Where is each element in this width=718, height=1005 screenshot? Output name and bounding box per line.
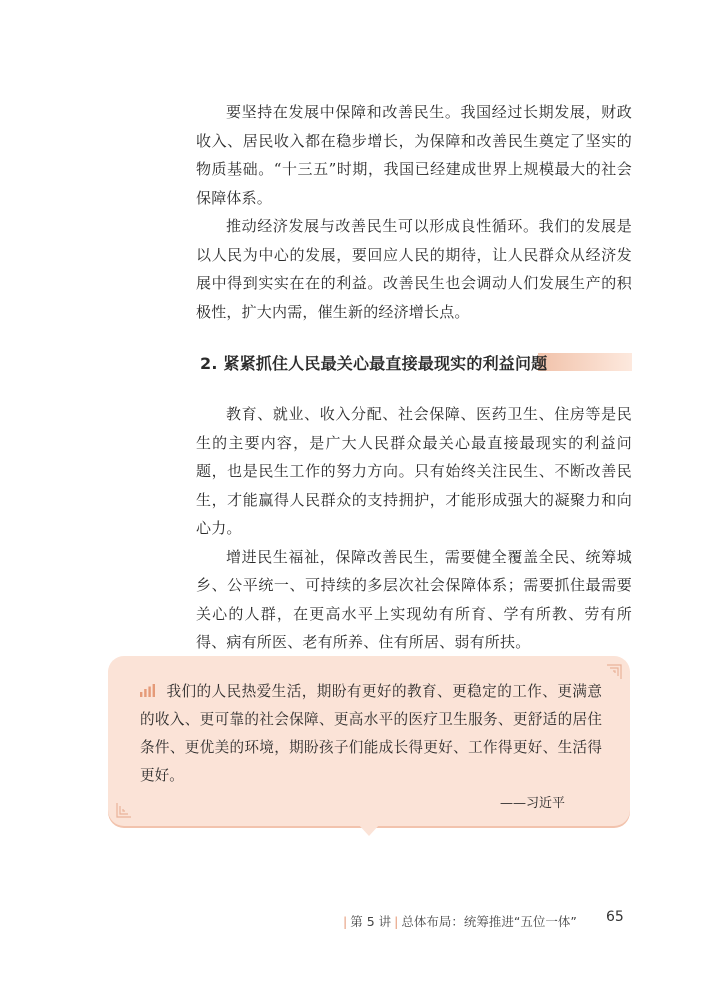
section-heading — [200, 350, 632, 376]
heading-accent-bar — [538, 353, 632, 371]
section-two-text — [196, 400, 632, 657]
paragraph: 要坚持在发展中保障和改善民生。我国经过长期发展，财政收入、居民收入都在稳步增长，为保障和改善民生奠定了坚实的物质基础。“十三五”时期，我国已经建成世界上规模最大的社会保障体系。 — [196, 103, 632, 207]
paragraph: 教育、就业、收入分配、社会保障、医药卫生、住房等是民生的主要内容，是广大人民群众最关心最直接最现实的利益问题，也是民生工作的努力方向。只有始终关注民生、不断改善民生，才能赢得人民群众的支持拥护，才能形成强大的凝聚力和向心力。 — [196, 405, 632, 537]
quote-box — [108, 656, 630, 826]
footer-title: 总体布局：统筹推进“五位一体” — [401, 914, 577, 929]
quote-bars-icon — [140, 684, 158, 697]
footer-lecture: 第 5 讲 — [350, 914, 392, 929]
page-footer — [340, 912, 577, 930]
footer-separator: | — [394, 914, 399, 929]
corner-ornament-icon — [606, 664, 622, 680]
page-number: 65 — [606, 909, 624, 925]
corner-ornament-icon — [116, 802, 132, 818]
quote-text-block — [140, 678, 602, 790]
quote-attribution: ——习近平 — [500, 796, 566, 811]
paragraph: 增进民生福祉，保障改善民生，需要健全覆盖全民、统筹城乡、公平统一、可持续的多层次社会保障体系；需要抓住最需要关心的人群，在更高水平上实现幼有所育、学有所教、劳有所得、病有所医、老有所养、住有所居、弱有所扶。 — [196, 547, 632, 651]
quote-text: 我们的人民热爱生活，期盼有更好的教育、更稳定的工作、更满意的收入、更可靠的社会保障、更高水平的医疗卫生服务、更舒适的居住条件、更优美的环境，期盼孩子们能成长得更好、工作得更好、生活得更好。 — [140, 683, 602, 784]
quote-pointer — [358, 824, 380, 836]
section-heading-title: 2. 紧紧抓住人民最关心最直接最现实的利益问题 — [200, 354, 548, 373]
section-one-text — [196, 98, 632, 326]
footer-separator: | — [343, 914, 348, 929]
paragraph: 推动经济发展与改善民生可以形成良性循环。我们的发展是以人民为中心的发展，要回应人民的期待，让人民群众从经济发展中得到实实在在的利益。改善民生也会调动人们发展生产的积极性，扩大内需，催生新的经济增长点。 — [196, 217, 632, 321]
